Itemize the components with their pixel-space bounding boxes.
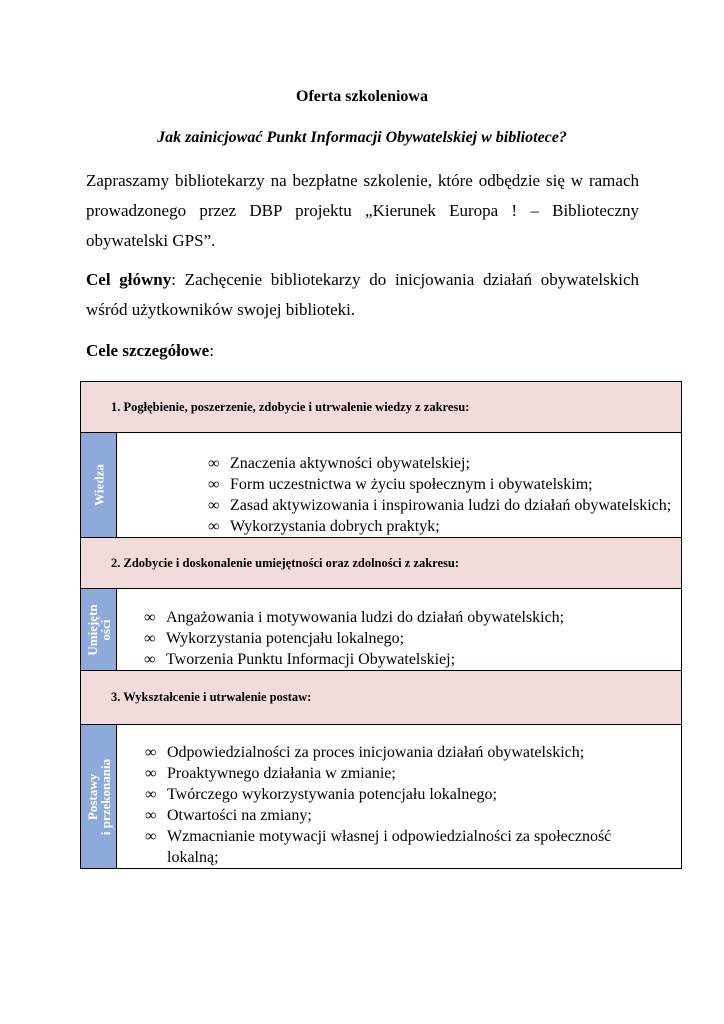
section-row bbox=[81, 589, 682, 671]
infinity-bullet-icon: ∞ bbox=[145, 828, 157, 845]
section-1-heading: 1. Pogłębienie, poszerzenie, zdobycie i utrwalenie wiedzy z zakresu: bbox=[81, 382, 682, 433]
objectives-table bbox=[80, 381, 682, 869]
infinity-bullet-icon: ∞ bbox=[144, 651, 156, 668]
infinity-bullet-icon: ∞ bbox=[208, 476, 220, 493]
list-item: ∞ Tworzenia Punktu Informacji Obywatelskiej; bbox=[144, 651, 456, 668]
section-row bbox=[81, 433, 682, 538]
list-item: ∞ Wykorzystania potencjału lokalnego; bbox=[144, 630, 405, 647]
side-label-wiedza: Wiedza bbox=[91, 464, 106, 506]
infinity-bullet-icon: ∞ bbox=[144, 609, 156, 626]
main-goal-text: : Zachęcenie bibliotekarzy do inicjowania działań obywatelskich wśród użytkowników swojej biblioteki. bbox=[86, 270, 639, 319]
infinity-bullet-icon: ∞ bbox=[144, 630, 156, 647]
specific-goals-heading bbox=[86, 336, 214, 366]
list-item: ∞ Otwartości na zmiany; bbox=[145, 807, 312, 824]
section-2-heading: 2. Zdobycie i doskonalenie umiejętności oraz zdolności z zakresu: bbox=[81, 538, 682, 589]
infinity-bullet-icon: ∞ bbox=[145, 744, 157, 761]
document-title: Oferta szkoleniowa bbox=[296, 88, 428, 105]
list-item: ∞ Odpowiedzialności za proces inicjowania działań obywatelskich; bbox=[145, 744, 585, 761]
section-3-side-label bbox=[81, 725, 117, 869]
intro-paragraph: Zapraszamy bibliotekarzy na bezpłatne szkolenie, które odbędzie się w ramach prowadzonego przez DBP projektu „Kierunek Europa ! – Biblioteczny obywatelski GPS”. bbox=[86, 171, 639, 250]
specific-goals-colon: : bbox=[209, 341, 214, 360]
section-3-heading: 3. Wykształcenie i utrwalenie postaw: bbox=[81, 671, 682, 725]
list-item: ∞ Twórczego wykorzystywania potencjału lokalnego; bbox=[145, 786, 497, 803]
list-item: ∞ Zasad aktywizowania i inspirowania ludzi do działań obywatelskich; bbox=[208, 497, 672, 514]
infinity-bullet-icon: ∞ bbox=[145, 807, 157, 824]
infinity-bullet-icon: ∞ bbox=[145, 786, 157, 803]
infinity-bullet-icon: ∞ bbox=[208, 497, 220, 514]
side-label-umiejetnosci: Umiejętn ości bbox=[84, 603, 113, 656]
main-goal-label: Cel główny bbox=[86, 270, 172, 289]
infinity-bullet-icon: ∞ bbox=[208, 518, 220, 535]
side-label-postawy: Postawy i przekonania bbox=[84, 758, 113, 835]
list-item: ∞ Znaczenia aktywności obywatelskiej; bbox=[208, 455, 470, 472]
document-subtitle: Jak zainicjować Punkt Informacji Obywatelskiej w bibliotece? bbox=[157, 129, 567, 146]
section-heading-row bbox=[81, 671, 682, 725]
list-item: ∞ Form uczestnictwa w życiu społecznym i obywatelskim; bbox=[208, 476, 593, 493]
main-goal-paragraph bbox=[86, 265, 639, 325]
section-2-items bbox=[117, 589, 682, 671]
section-row bbox=[81, 725, 682, 869]
list-item: ∞ Angażowania i motywowania ludzi do działań obywatelskich; bbox=[144, 609, 565, 626]
section-2-side-label bbox=[81, 589, 117, 671]
specific-goals-label: Cele szczegółowe bbox=[86, 341, 210, 360]
section-heading-row bbox=[81, 382, 682, 433]
list-item: ∞ Proaktywnego działania w zmianie; bbox=[145, 765, 396, 782]
list-item: ∞ Wzmacnianie motywacji własnej i odpowiedzialności za społeczność lokalną; bbox=[145, 828, 612, 866]
section-3-items bbox=[117, 725, 682, 869]
section-heading-row bbox=[81, 538, 682, 589]
section-1-items bbox=[117, 433, 682, 538]
section-1-side-label bbox=[81, 433, 117, 538]
list-item: ∞ Wykorzystania dobrych praktyk; bbox=[208, 518, 440, 535]
infinity-bullet-icon: ∞ bbox=[208, 455, 220, 472]
infinity-bullet-icon: ∞ bbox=[145, 765, 157, 782]
